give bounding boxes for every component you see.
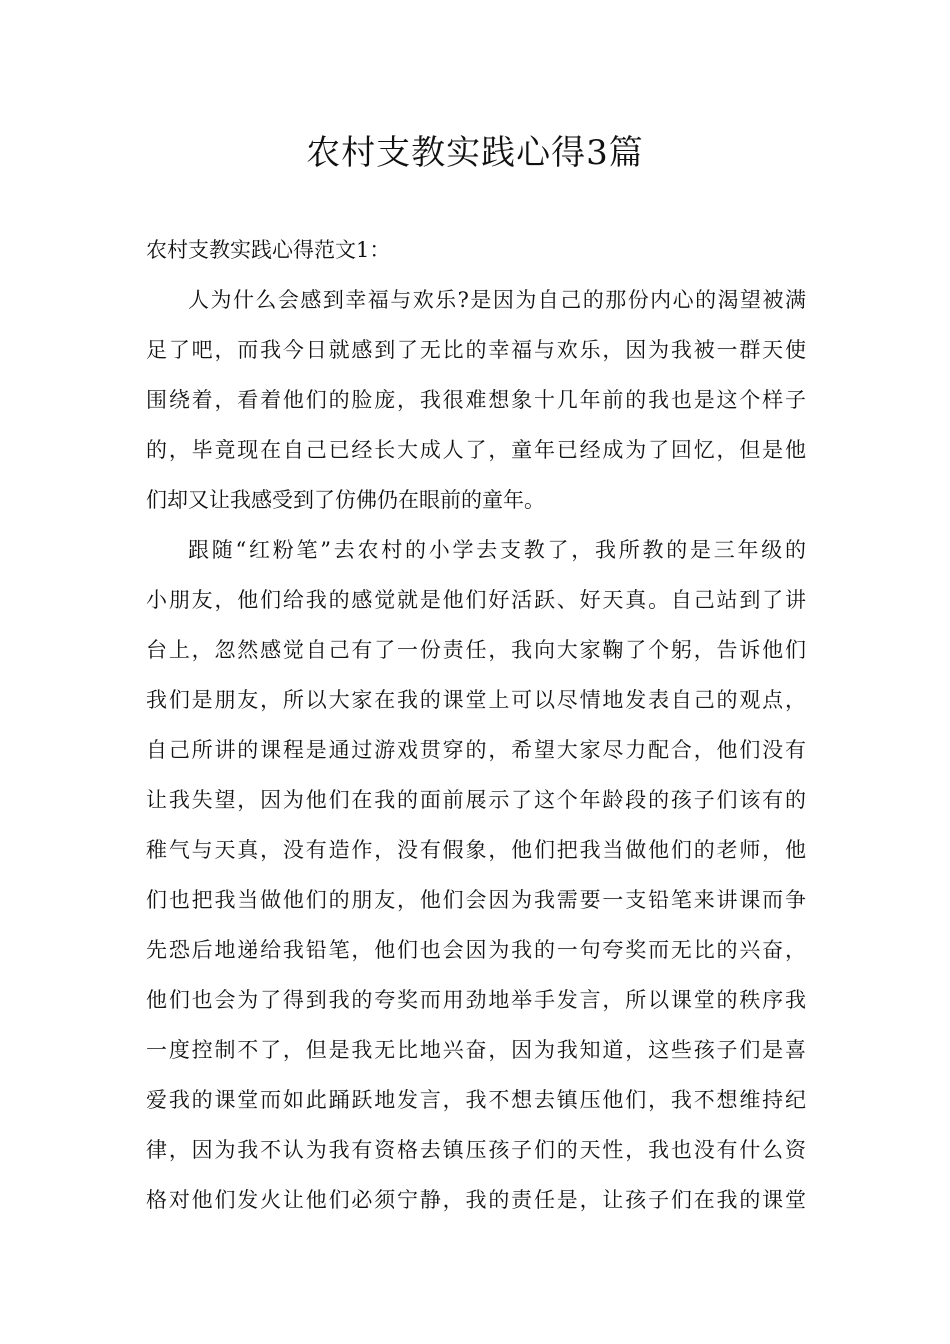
paragraph-line: 们却又让我感受到了仿佛仍在眼前的童年。 bbox=[146, 488, 545, 512]
paragraph-line: 格对他们发火让他们必须宁静，我的责任是，让孩子们在我的课堂 bbox=[146, 1188, 806, 1212]
paragraph-line: 自己所讲的课程是通过游戏贯穿的，希望大家尽力配合，他们没有 bbox=[146, 738, 806, 762]
paragraph-line: 让我失望，因为他们在我的面前展示了这个年龄段的孩子们该有的 bbox=[146, 788, 806, 812]
paragraph-line: 我们是朋友，所以大家在我的课堂上可以尽情地发表自己的观点， bbox=[146, 688, 806, 712]
paragraph-line: 人为什么会感到幸福与欢乐?是因为自己的那份内心的渴望被满 bbox=[188, 288, 806, 312]
paragraph-line: 跟随“红粉笔”去农村的小学去支教了，我所教的是三年级的 bbox=[188, 538, 806, 562]
paragraph-line: 他们也会为了得到我的夸奖而用劲地举手发言，所以课堂的秩序我 bbox=[146, 988, 806, 1012]
paragraph-line: 爱我的课堂而如此踊跃地发言，我不想去镇压他们，我不想维持纪 bbox=[146, 1088, 806, 1112]
paragraph-line: 们也把我当做他们的朋友，他们会因为我需要一支铅笔来讲课而争 bbox=[146, 888, 806, 912]
paragraph-line: 围绕着，看着他们的脸庞，我很难想象十几年前的我也是这个样子 bbox=[146, 388, 806, 412]
paragraph-line: 律，因为我不认为我有资格去镇压孩子们的天性，我也没有什么资 bbox=[146, 1138, 806, 1162]
paragraph-line: 先恐后地递给我铅笔，他们也会因为我的一句夸奖而无比的兴奋， bbox=[146, 938, 806, 962]
paragraph-line: 的，毕竟现在自己已经长大成人了，童年已经成为了回忆，但是他 bbox=[146, 438, 806, 462]
paragraph-line: 足了吧，而我今日就感到了无比的幸福与欢乐，因为我被一群天使 bbox=[146, 338, 806, 362]
paragraph-line: 小朋友，他们给我的感觉就是他们好活跃、好天真。自己站到了讲 bbox=[146, 588, 806, 612]
document-title: 农村支教实践心得3篇 bbox=[306, 133, 644, 173]
paragraph-line: 稚气与天真，没有造作，没有假象，他们把我当做他们的老师，他 bbox=[146, 838, 806, 862]
paragraph-line: 一度控制不了，但是我无比地兴奋，因为我知道，这些孩子们是喜 bbox=[146, 1038, 806, 1062]
section-subtitle: 农村支教实践心得范文1： bbox=[146, 238, 391, 262]
paragraph-line: 台上，忽然感觉自己有了一份责任，我向大家鞠了个躬，告诉他们 bbox=[146, 638, 806, 662]
